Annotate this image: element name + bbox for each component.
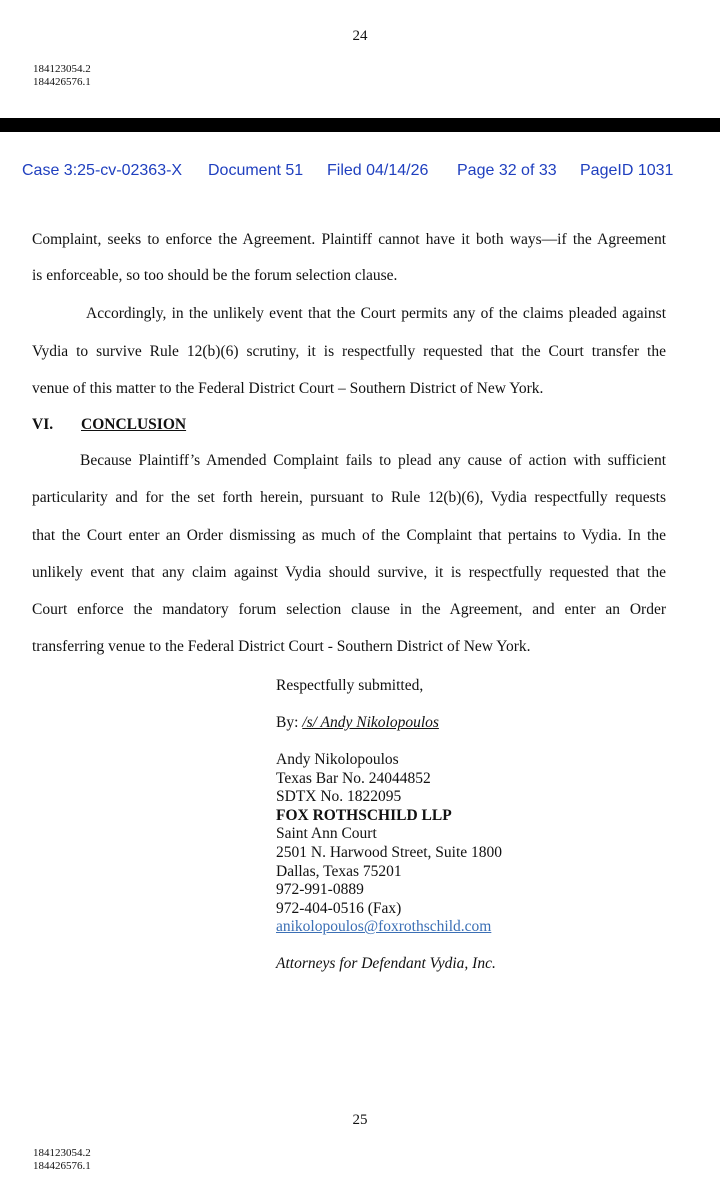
doc-id-block-top [33,63,91,89]
page-separator-bar [0,118,720,132]
page-number-bottom: 25 [352,1112,368,1128]
doc-id: 184123054.2 [33,1147,91,1159]
body-text-line: Vydia to survive Rule 12(b)(6) scrutiny, it is respectfully requested that the Court transfer the [32,343,666,360]
fax-number: 972-404-0516 (Fax) [276,899,402,917]
sdtx-number: SDTX No. 1822095 [276,788,402,806]
firm-name: FOX ROTHSCHILD LLP [276,806,452,824]
bar-number: Texas Bar No. 24044852 [276,769,431,787]
phone-number: 972-991-0889 [276,881,364,899]
electronic-signature: /s/ Andy Nikolopoulos [302,714,439,731]
attorneys-for: Attorneys for Defendant Vydia, Inc. [276,954,496,972]
body-text-line: Because Plaintiff’s Amended Complaint fails to plead any cause of action with sufficient [80,452,666,469]
body-text-line: venue of this matter to the Federal District Court – Southern District of New York. [32,380,544,397]
doc-id: 184426576.1 [33,76,91,88]
closing-line: Respectfully submitted, [276,677,424,694]
attorney-name: Andy Nikolopoulos [276,751,399,768]
doc-id: 184123054.2 [33,63,91,75]
spacer [276,937,502,955]
doc-id: 184426576.1 [33,1160,91,1172]
page-id: PageID 1031 [580,162,674,179]
address-line: Saint Ann Court [276,825,377,843]
body-text-line: Accordingly, in the unlikely event that the Court permits any of the claims pleaded against [86,305,666,322]
address-line: 2501 N. Harwood Street, Suite 1800 [276,843,503,861]
section-heading: CONCLUSION [81,416,187,433]
doc-id-block-bottom [33,1147,91,1173]
section-number: VI. [32,416,54,433]
filed-date: Filed 04/14/26 [327,162,429,179]
address-line: Dallas, Texas 75201 [276,862,402,880]
body-text-line: Complaint, seeks to enforce the Agreement. Plaintiff cannot have it both ways—if the Agreement [32,231,666,248]
email-link[interactable]: anikolopoulos@foxrothschild.com [276,918,492,936]
signature-line [276,714,439,732]
body-text-line: is enforceable, so too should be the forum selection clause. [32,267,398,284]
case-number: Case 3:25-cv-02363-X [22,162,183,179]
document-number: Document 51 [208,162,304,179]
page-count: Page 32 of 33 [457,162,557,179]
page-number-top: 24 [352,28,368,44]
signature-block [276,751,502,974]
body-text-line: that the Court enter an Order dismissing as much of the Complaint that pertains to Vydia. In the [32,527,666,544]
body-text-line: particularity and for the set forth herein, pursuant to Rule 12(b)(6), Vydia respectfully requests [32,489,666,506]
body-text-line: transferring venue to the Federal District Court - Southern District of New York. [32,638,531,655]
by-label: By: [276,714,303,731]
body-text-line: Court enforce the mandatory forum selection clause in the Agreement, and enter an Order [32,601,666,618]
body-text-line: unlikely event that any claim against Vydia should survive, it is respectfully requested that the [32,564,666,581]
